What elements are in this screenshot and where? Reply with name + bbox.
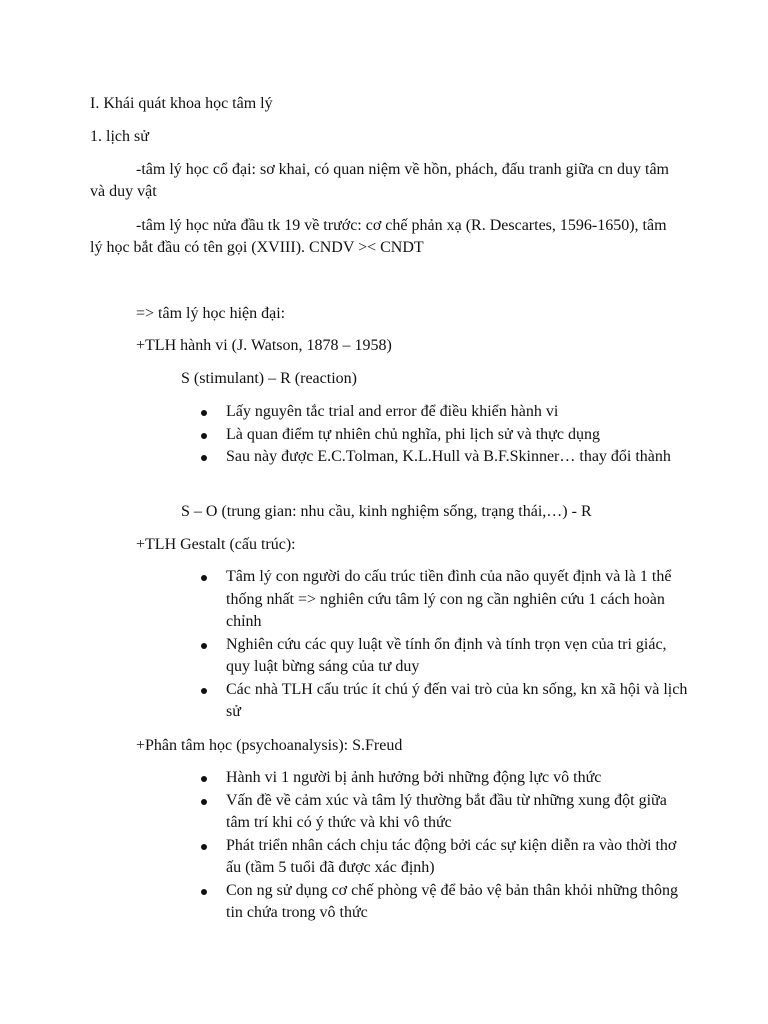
list-item: Nghiên cứu các quy luật về tính ổn định và tính trọn vẹn của tri giác, quy luật bừng sáng của tư duy <box>199 634 689 679</box>
sr-formula: S (stimulant) – R (reaction) <box>181 370 357 387</box>
paragraph-ancient-psychology: -tâm lý học cổ đại: sơ khai, có quan niệm về hồn, phách, đấu tranh giữa cn duy tâm và duy vật <box>90 161 669 200</box>
list-item: Là quan điểm tự nhiên chủ nghĩa, phi lịch sử và thực dụng <box>199 424 689 447</box>
psychoanalysis-heading: +Phân tâm học (psychoanalysis): S.Freud <box>136 737 403 754</box>
section-heading: I. Khái quát khoa học tâm lý <box>90 95 273 112</box>
gestalt-heading: +TLH Gestalt (cấu trúc): <box>136 536 296 553</box>
gestalt-bullet-list <box>199 566 689 724</box>
behaviorism-heading: +TLH hành vi (J. Watson, 1878 – 1958) <box>136 337 392 354</box>
subsection-heading: 1. lịch sử <box>90 128 149 145</box>
psychoanalysis-bullet-list <box>199 767 689 925</box>
list-item: Hành vi 1 người bị ảnh hưởng bởi những động lực vô thức <box>199 767 689 790</box>
list-item: Phát triển nhân cách chịu tác động bởi các sự kiện diễn ra vào thời thơ ấu (tầm 5 tuổi đã được xác định) <box>199 835 689 880</box>
modern-psychology-heading: => tâm lý học hiện đại: <box>136 305 286 322</box>
list-item: Các nhà TLH cấu trúc ít chú ý đến vai trò của kn sống, kn xã hội và lịch sử <box>199 679 689 724</box>
list-item: Lấy nguyên tắc trial and error để điều khiển hành vi <box>199 401 689 424</box>
paragraph-early-psychology: -tâm lý học nửa đầu tk 19 về trước: cơ chế phản xạ (R. Descartes, 1596-1650), tâm lý học bắt đầu có tên gọi (XVIII). CNDV >< CNDT <box>90 217 667 256</box>
list-item: Tâm lý con người do cấu trúc tiền đình của não quyết định và là 1 thể thống nhất => nghiên cứu tâm lý con ng cần nghiên cứu 1 cách hoàn chỉnh <box>199 566 689 634</box>
list-item: Sau này được E.C.Tolman, K.L.Hull và B.F.Skinner… thay đổi thành <box>199 446 689 469</box>
behaviorism-bullet-list <box>199 401 689 469</box>
sor-formula: S – O (trung gian: nhu cầu, kinh nghiệm sống, trạng thái,…) - R <box>181 503 592 520</box>
list-item: Con ng sử dụng cơ chế phòng vệ để bảo vệ bản thân khỏi những thông tin chứa trong vô thức <box>199 880 689 925</box>
list-item: Vấn đề về cảm xúc và tâm lý thường bắt đầu từ những xung đột giữa tâm trí khi có ý thức và khi vô thức <box>199 790 689 835</box>
